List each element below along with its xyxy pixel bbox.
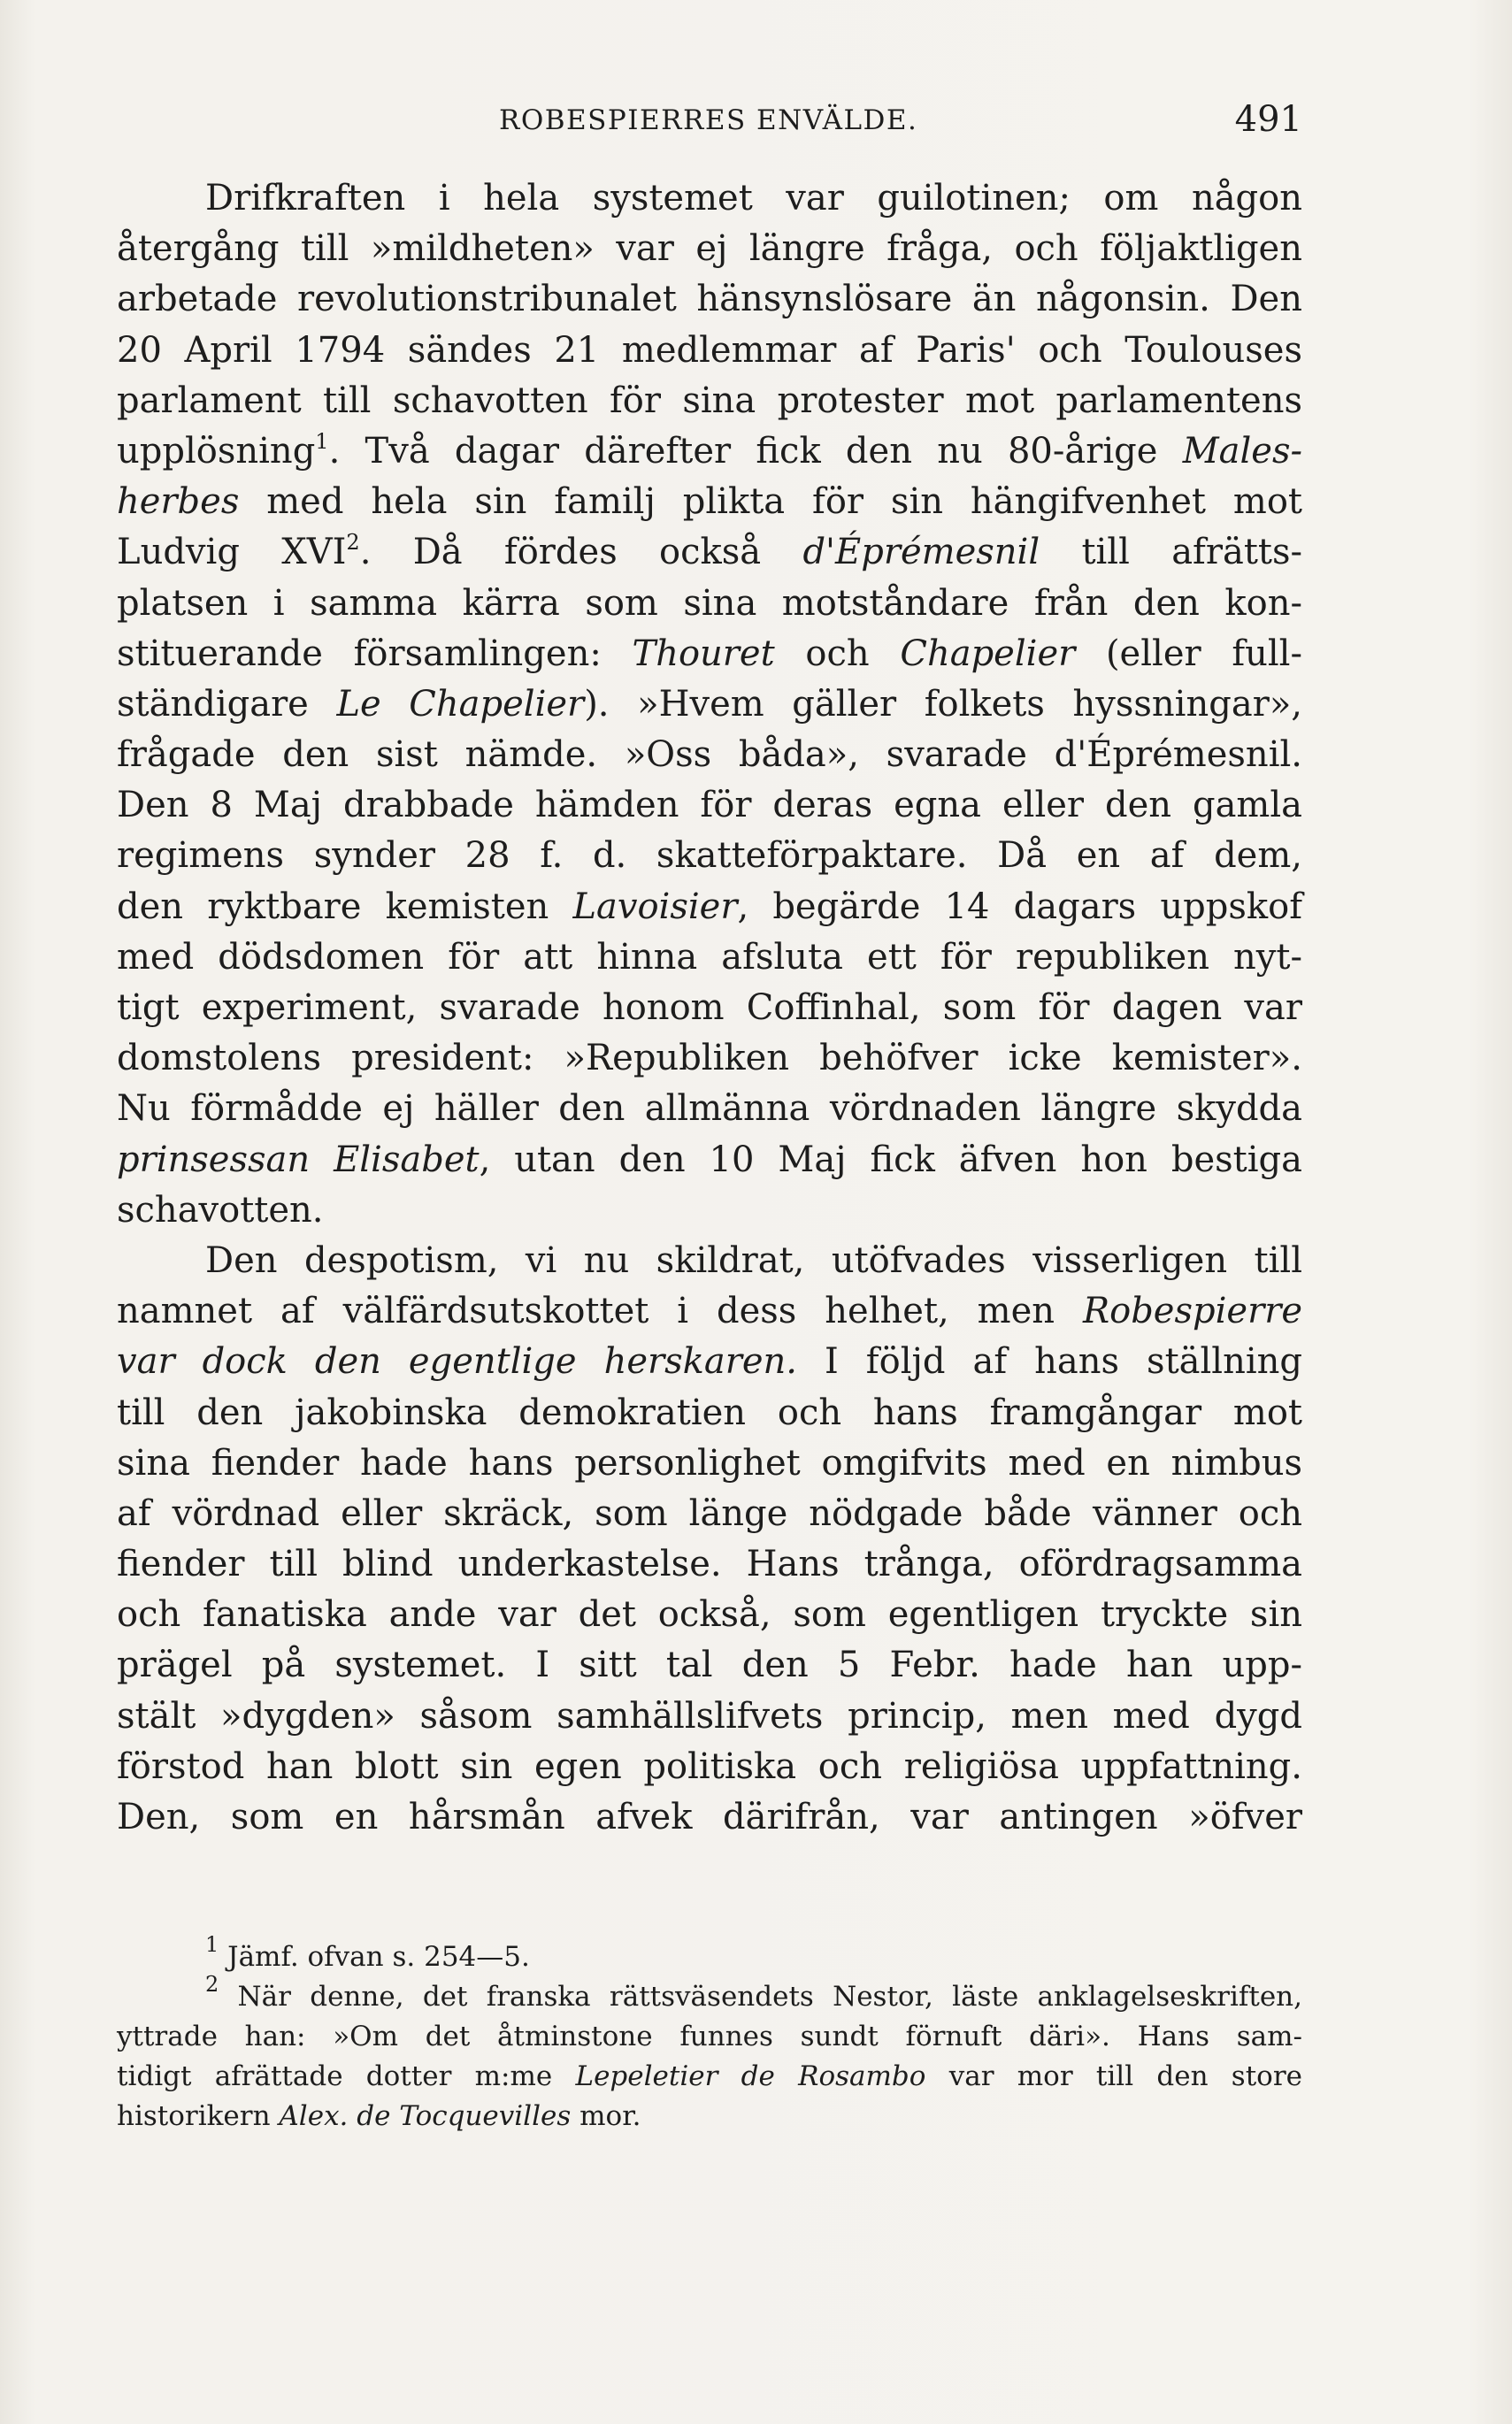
running-head: ROBESPIERRES ENVÄLDE. <box>499 104 918 136</box>
page-header <box>117 99 1302 149</box>
text-line: förstod han blott sin egen politiska och religiösa uppfattning. <box>117 1745 1302 1787</box>
text-line: stält »dygden» såsom samhällslifvets princip, men med dygd <box>117 1695 1302 1737</box>
text-line: Nu förmådde ej häller den allmänna vördnaden längre skydda <box>117 1088 1302 1130</box>
text-line: frågade den sist nämde. »Oss båda», svarade d'Éprémesnil. <box>117 734 1302 776</box>
text-line: och fanatiska ande var det också, som egentligen tryckte sin <box>117 1594 1302 1636</box>
text-line: 20 April 1794 sändes 21 medlemmar af Paris' och Toulouses <box>117 329 1302 371</box>
text-line: med dödsdomen för att hinna afsluta ett för republiken nyt- <box>117 936 1302 978</box>
footnote-2-line: historikern Alex. de Tocquevilles mor. <box>117 2100 641 2132</box>
footnote-ref-2: 2 <box>346 530 360 556</box>
text-line: Den, som en hårsmån afvek därifrån, var antingen »öfver <box>117 1797 1302 1837</box>
footnote-2-line: yttrade han: »Om det åtminstone funnes sundt förnuft däri». Hans sam- <box>117 2021 1302 2052</box>
footnote-2: $^2$ När denne, det franska rättsväsendets Nestor, läste anklagelseskriften, <box>205 1972 1302 2013</box>
text-line: Ludvig XVI$^2$. Då fördes också d'Éprémesnil till afrätts- <box>117 530 1303 573</box>
text-line: Den 8 Maj drabbade hämden för deras egna eller den gamla <box>117 785 1302 826</box>
text-line: platsen i samma kärra som sina motståndare från den kon- <box>117 582 1302 624</box>
text-line: prägel på systemet. I sitt tal den 5 Febr. hade han upp- <box>117 1645 1302 1686</box>
text-line: sina fiender hade hans personlighet omgifvits med en nimbus <box>117 1442 1302 1484</box>
footnote-ref-1: 1 <box>315 428 329 454</box>
main-text <box>117 173 1302 1843</box>
page-number: 491 <box>1234 99 1302 140</box>
text-line: prinsessan Elisabet, utan den 10 Maj fick äfven hon bestiga <box>117 1139 1302 1180</box>
text-line: tigt experiment, svarade honom Coffinhal, som för dagen var <box>117 987 1302 1028</box>
text-line: den ryktbare kemisten Lavoisier, begärde 14 dagars uppskof <box>117 886 1302 927</box>
text-line: upplösning$^1$. Två dagar därefter fick den nu 80-årige Males- <box>117 428 1302 472</box>
text-line: domstolens president: »Republiken behöfver icke kemister». <box>117 1038 1302 1079</box>
text-line: schavotten. <box>117 1189 324 1231</box>
text-line: namnet af välfärdsutskottet i dess helhet, men Robespierre <box>117 1291 1302 1332</box>
text-line: parlament till schavotten för sina protester mot parlamentens <box>117 380 1302 421</box>
text-line: återgång till »mildheten» var ej längre fråga, och följaktligen <box>117 228 1302 270</box>
text-line: arbetade revolutionstribunalet hänsynslösare än någonsin. Den <box>117 279 1302 320</box>
text-line: regimens synder 28 f. d. skatteförpaktare. Då en af dem, <box>117 835 1302 877</box>
text-line: af vördnad eller skräck, som länge nödgade både vänner och <box>117 1492 1302 1534</box>
text-line: ständigare Le Chapelier). »Hvem gäller folkets hyssningar», <box>117 683 1302 725</box>
text-line: Drifkraften i hela systemet var guilotinen; om någon <box>205 178 1302 219</box>
text-line: var dock den egentlige herskaren. I följd af hans ställning <box>117 1341 1302 1383</box>
footnote-2-line: tidigt afrättade dotter m:me Lepeletier de Rosambo var mor till den store <box>117 2060 1302 2092</box>
text-line: Den despotism, vi nu skildrat, utöfvades visserligen till <box>205 1239 1302 1281</box>
text-line: till den jakobinska demokratien och hans framgångar mot <box>117 1392 1302 1433</box>
text-line: herbes med hela sin familj plikta för sin hängifvenhet mot <box>117 481 1302 523</box>
text-line: stituerande församlingen: Thouret och Chapelier (eller full- <box>117 633 1302 674</box>
text-line: fiender till blind underkastelse. Hans trånga, ofördragsamma <box>117 1544 1302 1585</box>
footnote-1: $^1$ Jämf. ofvan s. 254—5. <box>205 1932 530 1973</box>
footnotes <box>117 1932 1302 2136</box>
